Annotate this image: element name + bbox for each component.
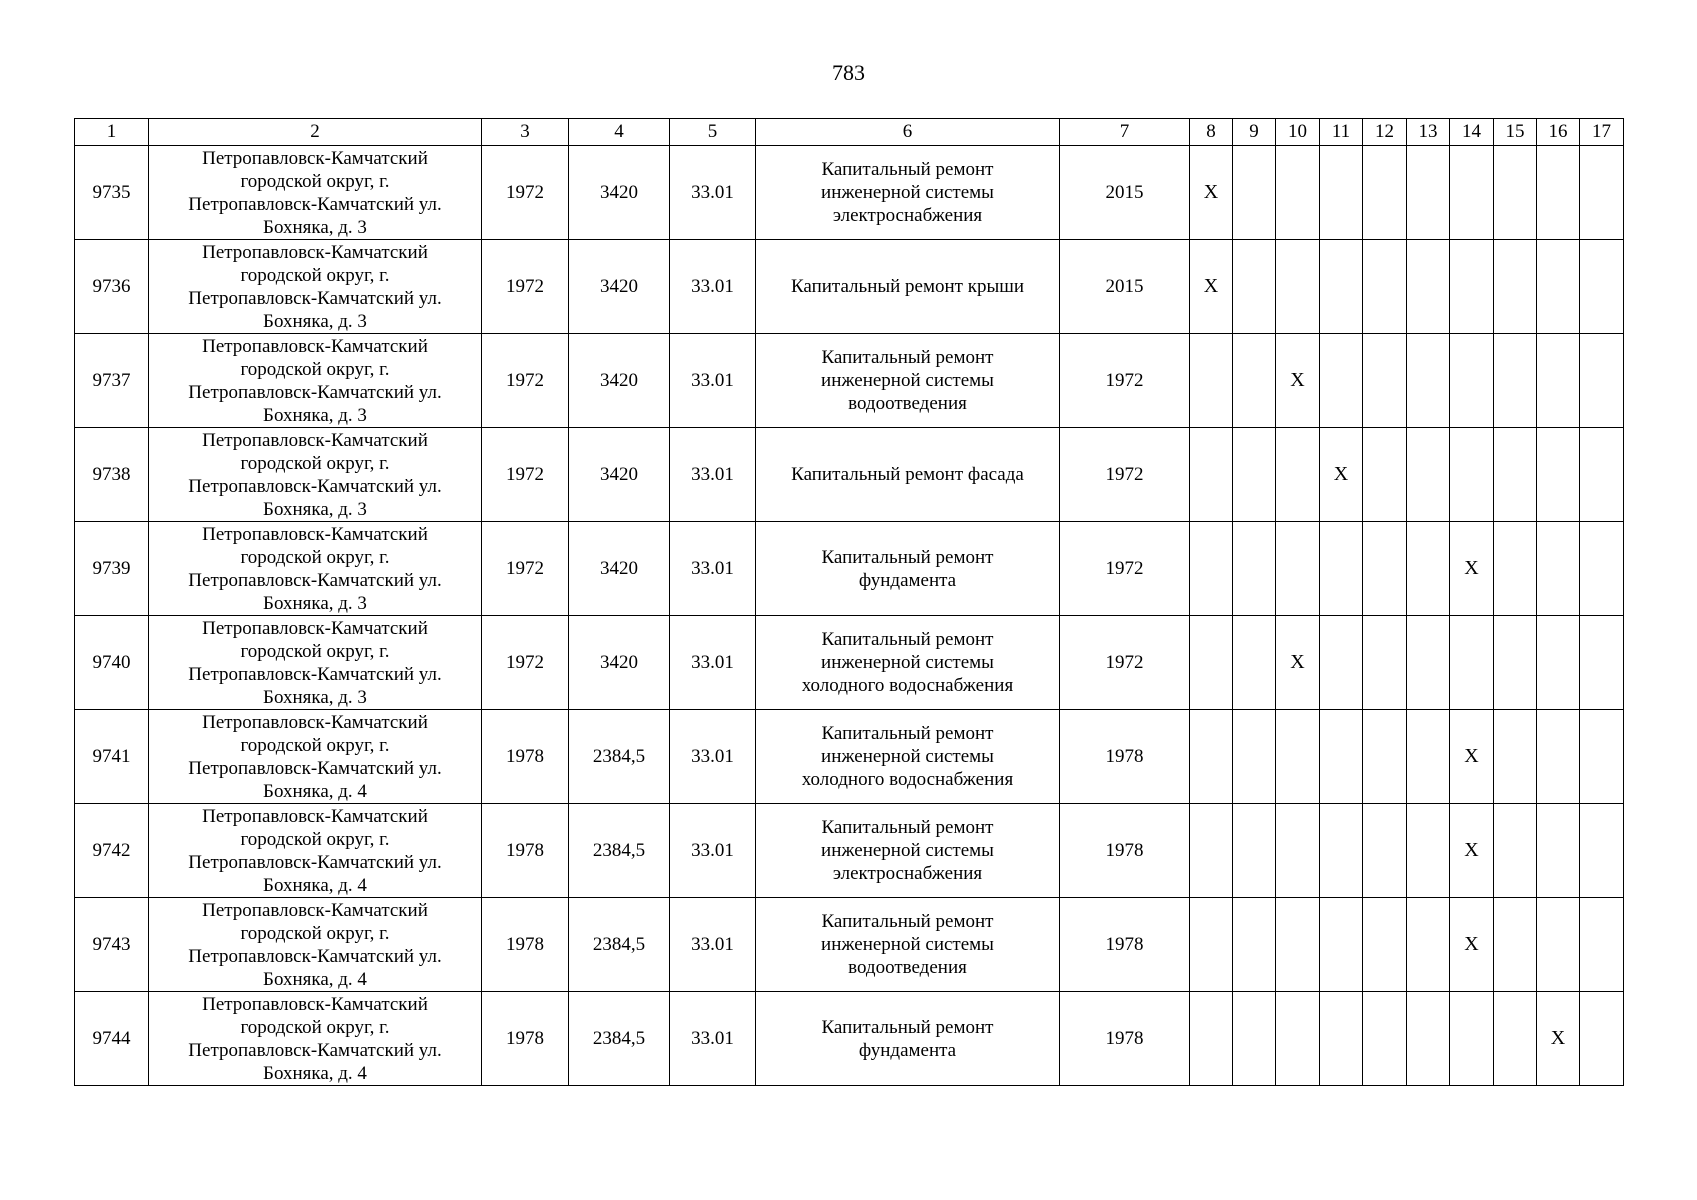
- period-mark-cell: [1494, 710, 1537, 804]
- period-mark-cell: [1407, 428, 1450, 522]
- period-mark-cell: [1494, 240, 1537, 334]
- construction-year-cell-text: 1972: [506, 464, 544, 485]
- period-mark-cell: [1407, 992, 1450, 1086]
- construction-year-cell: [482, 428, 569, 522]
- period-mark-cell: [1407, 146, 1450, 240]
- work-type-cell-text: Капитальный ремонт инженерной системы водоотведения: [821, 347, 994, 414]
- work-type-cell-text: Капитальный ремонт инженерной системы электроснабжения: [821, 159, 994, 226]
- address-cell: [149, 898, 482, 992]
- column-header: 10: [1276, 119, 1320, 146]
- address-cell-text: Петропавловск-Камчатский городской округ, г. Петропавловск-Камчатский ул. Бохняка, д. 4: [188, 993, 442, 1084]
- column-header: 2: [149, 119, 482, 146]
- period-mark-cell: [1320, 992, 1363, 1086]
- period-mark-cell: [1580, 428, 1624, 522]
- construction-year-cell: [482, 334, 569, 428]
- work-type-cell-text: Капитальный ремонт инженерной системы холодного водоснабжения: [801, 629, 1014, 696]
- work-type-cell-text: Капитальный ремонт инженерной системы холодного водоснабжения: [801, 723, 1014, 790]
- work-type-cell: [756, 710, 1060, 804]
- period-mark-cell: [1363, 522, 1407, 616]
- period-mark-cell: [1276, 898, 1320, 992]
- period-mark-cell: [1450, 616, 1494, 710]
- period-mark: X: [1333, 463, 1349, 485]
- row-number-cell: [75, 146, 149, 240]
- code-cell-text: 33.01: [691, 464, 734, 485]
- period-mark-cell: [1580, 616, 1624, 710]
- period-mark-cell: [1450, 428, 1494, 522]
- period-mark: X: [1464, 745, 1479, 767]
- period-mark-cell: [1190, 522, 1233, 616]
- period-mark-cell: [1494, 146, 1537, 240]
- address-cell: [149, 146, 482, 240]
- period-mark-cell: [1190, 804, 1233, 898]
- address-cell-text: Петропавловск-Камчатский городской округ, г. Петропавловск-Камчатский ул. Бохняка, д. 3: [188, 429, 442, 520]
- row-number-cell-text: 9744: [92, 1028, 131, 1049]
- period-mark-cell: [1450, 522, 1494, 616]
- period-mark-cell: [1537, 898, 1580, 992]
- period-mark-cell: [1190, 992, 1233, 1086]
- work-type-cell-text: Капитальный ремонт фундамента: [821, 1016, 994, 1061]
- table-body: [75, 146, 1624, 1086]
- area-cell-text: 2384,5: [592, 934, 646, 955]
- period-mark-cell: [1320, 522, 1363, 616]
- code-cell: [670, 522, 756, 616]
- period-mark: X: [1550, 1027, 1566, 1049]
- column-header: 8: [1190, 119, 1233, 146]
- period-mark-cell: [1233, 992, 1276, 1086]
- period-mark-cell: [1580, 992, 1624, 1086]
- period-mark-cell: [1363, 146, 1407, 240]
- period-mark-cell: [1363, 898, 1407, 992]
- period-mark-cell: [1276, 334, 1320, 428]
- area-cell: [569, 334, 670, 428]
- period-mark-cell: [1537, 992, 1580, 1086]
- column-header: 15: [1494, 119, 1537, 146]
- construction-year-cell: [482, 898, 569, 992]
- row-number-cell-text: 9736: [92, 276, 131, 297]
- column-header: 5: [670, 119, 756, 146]
- row-number-cell: [75, 428, 149, 522]
- work-year-cell-text: 1978: [1105, 746, 1144, 767]
- construction-year-cell: [482, 146, 569, 240]
- code-cell-text: 33.01: [691, 558, 734, 579]
- period-mark-cell: [1320, 804, 1363, 898]
- work-type-cell: [756, 898, 1060, 992]
- address-cell: [149, 616, 482, 710]
- address-cell-text: Петропавловск-Камчатский городской округ, г. Петропавловск-Камчатский ул. Бохняка, д. 3: [188, 147, 442, 238]
- construction-year-cell: [482, 616, 569, 710]
- table-row: [75, 898, 1624, 992]
- period-mark-cell: [1580, 146, 1624, 240]
- period-mark-cell: [1407, 616, 1450, 710]
- construction-year-cell-text: 1972: [506, 182, 544, 203]
- work-year-cell-text: 2015: [1105, 182, 1144, 203]
- area-cell-text: 3420: [600, 558, 638, 579]
- row-number-cell: [75, 898, 149, 992]
- period-mark-cell: [1407, 898, 1450, 992]
- period-mark-cell: [1276, 428, 1320, 522]
- address-cell-text: Петропавловск-Камчатский городской округ, г. Петропавловск-Камчатский ул. Бохняка, д. 3: [188, 617, 442, 708]
- period-mark-cell: [1494, 804, 1537, 898]
- code-cell-text: 33.01: [691, 370, 734, 391]
- period-mark: X: [1464, 839, 1479, 861]
- period-mark-cell: [1233, 616, 1276, 710]
- work-year-cell: [1060, 616, 1190, 710]
- period-mark-cell: [1494, 898, 1537, 992]
- work-year-cell: [1060, 334, 1190, 428]
- construction-year-cell-text: 1978: [506, 1028, 544, 1049]
- work-type-cell: [756, 240, 1060, 334]
- period-mark-cell: [1320, 616, 1363, 710]
- work-type-cell: [756, 146, 1060, 240]
- period-mark-cell: [1537, 616, 1580, 710]
- code-cell-text: 33.01: [691, 652, 734, 673]
- address-cell: [149, 334, 482, 428]
- area-cell: [569, 146, 670, 240]
- period-mark: X: [1203, 181, 1219, 203]
- work-type-cell-text: Капитальный ремонт фундамента: [821, 546, 994, 591]
- row-number-cell: [75, 334, 149, 428]
- code-cell: [670, 616, 756, 710]
- work-type-cell-text: Капитальный ремонт инженерной системы электроснабжения: [821, 817, 994, 884]
- period-mark-cell: [1580, 804, 1624, 898]
- address-cell-text: Петропавловск-Камчатский городской округ, г. Петропавловск-Камчатский ул. Бохняка, д. 4: [188, 805, 442, 896]
- row-number-cell-text: 9735: [92, 182, 131, 203]
- work-year-cell: [1060, 992, 1190, 1086]
- period-mark-cell: [1363, 428, 1407, 522]
- work-type-cell: [756, 992, 1060, 1086]
- address-cell: [149, 804, 482, 898]
- construction-year-cell-text: 1978: [506, 746, 544, 767]
- column-header: 14: [1450, 119, 1494, 146]
- address-cell-text: Петропавловск-Камчатский городской округ, г. Петропавловск-Камчатский ул. Бохняка, д. 4: [188, 899, 442, 990]
- column-header: 9: [1233, 119, 1276, 146]
- row-number-cell-text: 9741: [92, 746, 131, 767]
- work-year-cell-text: 1978: [1105, 1028, 1144, 1049]
- work-year-cell: [1060, 428, 1190, 522]
- period-mark-cell: [1363, 992, 1407, 1086]
- code-cell: [670, 804, 756, 898]
- period-mark-cell: [1233, 146, 1276, 240]
- address-cell-text: Петропавловск-Камчатский городской округ, г. Петропавловск-Камчатский ул. Бохняка, д. 3: [188, 335, 442, 426]
- period-mark-cell: [1233, 240, 1276, 334]
- work-type-cell: [756, 334, 1060, 428]
- address-cell-text: Петропавловск-Камчатский городской округ, г. Петропавловск-Камчатский ул. Бохняка, д. 3: [188, 523, 442, 614]
- work-type-cell: [756, 616, 1060, 710]
- column-header: 4: [569, 119, 670, 146]
- column-header: 6: [756, 119, 1060, 146]
- period-mark-cell: [1407, 522, 1450, 616]
- table-row: [75, 522, 1624, 616]
- period-mark-cell: [1276, 804, 1320, 898]
- row-number-cell: [75, 804, 149, 898]
- period-mark-cell: [1450, 334, 1494, 428]
- column-header: 7: [1060, 119, 1190, 146]
- column-header: 11: [1320, 119, 1363, 146]
- period-mark-cell: [1320, 240, 1363, 334]
- table-row: [75, 992, 1624, 1086]
- address-cell: [149, 992, 482, 1086]
- table-row: [75, 428, 1624, 522]
- address-cell-text: Петропавловск-Камчатский городской округ, г. Петропавловск-Камчатский ул. Бохняка, д. 3: [188, 241, 442, 332]
- period-mark-cell: [1363, 334, 1407, 428]
- period-mark-cell: [1537, 710, 1580, 804]
- period-mark-cell: [1537, 804, 1580, 898]
- period-mark-cell: [1320, 334, 1363, 428]
- work-year-cell: [1060, 898, 1190, 992]
- table-row: [75, 710, 1624, 804]
- period-mark: X: [1464, 933, 1479, 955]
- area-cell: [569, 522, 670, 616]
- row-number-cell-text: 9738: [92, 464, 131, 485]
- period-mark-cell: [1276, 146, 1320, 240]
- period-mark: X: [1290, 369, 1305, 391]
- construction-year-cell-text: 1978: [506, 840, 544, 861]
- code-cell: [670, 146, 756, 240]
- period-mark: X: [1290, 651, 1305, 673]
- period-mark-cell: [1494, 428, 1537, 522]
- address-cell: [149, 522, 482, 616]
- period-mark-cell: [1190, 710, 1233, 804]
- area-cell: [569, 240, 670, 334]
- period-mark-cell: [1190, 146, 1233, 240]
- period-mark-cell: [1320, 428, 1363, 522]
- code-cell: [670, 334, 756, 428]
- period-mark-cell: [1580, 240, 1624, 334]
- period-mark-cell: [1276, 710, 1320, 804]
- page-number: 783: [832, 60, 865, 85]
- period-mark-cell: [1580, 334, 1624, 428]
- construction-year-cell: [482, 804, 569, 898]
- work-year-cell-text: 1978: [1105, 840, 1144, 861]
- column-header: 13: [1407, 119, 1450, 146]
- area-cell: [569, 992, 670, 1086]
- period-mark-cell: [1537, 522, 1580, 616]
- area-cell-text: 2384,5: [592, 840, 646, 861]
- code-cell-text: 33.01: [691, 182, 734, 203]
- code-cell-text: 33.01: [691, 934, 734, 955]
- code-cell-text: 33.01: [691, 746, 734, 767]
- period-mark-cell: [1190, 428, 1233, 522]
- period-mark-cell: [1233, 804, 1276, 898]
- area-cell: [569, 616, 670, 710]
- period-mark-cell: [1233, 710, 1276, 804]
- period-mark-cell: [1537, 240, 1580, 334]
- code-cell: [670, 428, 756, 522]
- area-cell: [569, 710, 670, 804]
- work-year-cell-text: 1972: [1105, 370, 1144, 391]
- row-number-cell: [75, 616, 149, 710]
- table-row: [75, 334, 1624, 428]
- construction-year-cell-text: 1972: [506, 276, 544, 297]
- period-mark-cell: [1233, 522, 1276, 616]
- table-row: [75, 146, 1624, 240]
- period-mark-cell: [1580, 710, 1624, 804]
- period-mark-cell: [1494, 522, 1537, 616]
- period-mark-cell: [1407, 710, 1450, 804]
- row-number-cell-text: 9740: [92, 652, 131, 673]
- period-mark-cell: [1537, 146, 1580, 240]
- work-year-cell: [1060, 240, 1190, 334]
- work-type-cell-text: Капитальный ремонт крыши: [790, 276, 1025, 297]
- address-cell: [149, 710, 482, 804]
- area-cell-text: 3420: [600, 652, 638, 673]
- period-mark-cell: [1450, 898, 1494, 992]
- period-mark-cell: [1363, 616, 1407, 710]
- work-type-cell-text: Капитальный ремонт фасада: [791, 464, 1024, 485]
- period-mark-cell: [1450, 804, 1494, 898]
- work-year-cell: [1060, 522, 1190, 616]
- period-mark-cell: [1450, 710, 1494, 804]
- column-header: 1: [75, 119, 149, 146]
- period-mark-cell: [1276, 616, 1320, 710]
- area-cell-text: 2384,5: [592, 1028, 646, 1049]
- period-mark-cell: [1407, 804, 1450, 898]
- work-year-cell-text: 1978: [1105, 934, 1144, 955]
- address-cell: [149, 428, 482, 522]
- period-mark-cell: [1537, 428, 1580, 522]
- period-mark-cell: [1233, 898, 1276, 992]
- work-year-cell-text: 2015: [1105, 276, 1144, 297]
- period-mark-cell: [1450, 992, 1494, 1086]
- row-number-cell-text: 9742: [92, 840, 131, 861]
- work-type-cell: [756, 522, 1060, 616]
- code-cell-text: 33.01: [691, 1028, 734, 1049]
- period-mark-cell: [1276, 522, 1320, 616]
- period-mark-cell: [1363, 710, 1407, 804]
- period-mark-cell: [1320, 898, 1363, 992]
- column-header: 16: [1537, 119, 1580, 146]
- period-mark-cell: [1580, 898, 1624, 992]
- period-mark-cell: [1363, 240, 1407, 334]
- period-mark-cell: [1233, 334, 1276, 428]
- row-number-cell: [75, 522, 149, 616]
- construction-year-cell-text: 1972: [506, 558, 544, 579]
- row-number-cell-text: 9737: [92, 370, 131, 391]
- period-mark-cell: [1580, 522, 1624, 616]
- area-cell-text: 3420: [600, 464, 638, 485]
- row-number-cell: [75, 240, 149, 334]
- code-cell-text: 33.01: [691, 840, 734, 861]
- construction-year-cell: [482, 240, 569, 334]
- period-mark-cell: [1276, 240, 1320, 334]
- construction-year-cell: [482, 710, 569, 804]
- area-cell-text: 2384,5: [592, 746, 646, 767]
- row-number-cell: [75, 992, 149, 1086]
- table-row: [75, 240, 1624, 334]
- work-year-cell-text: 1972: [1105, 464, 1144, 485]
- period-mark-cell: [1407, 240, 1450, 334]
- construction-year-cell-text: 1972: [506, 652, 544, 673]
- column-number-header-row: [75, 119, 1624, 146]
- period-mark-cell: [1407, 334, 1450, 428]
- period-mark-cell: [1363, 804, 1407, 898]
- address-cell-text: Петропавловск-Камчатский городской округ, г. Петропавловск-Камчатский ул. Бохняка, д. 4: [188, 711, 442, 802]
- area-cell-text: 3420: [600, 370, 638, 391]
- period-mark-cell: [1494, 334, 1537, 428]
- construction-year-cell: [482, 522, 569, 616]
- period-mark-cell: [1494, 616, 1537, 710]
- row-number-cell-text: 9743: [92, 934, 131, 955]
- construction-year-cell-text: 1978: [506, 934, 544, 955]
- code-cell: [670, 710, 756, 804]
- period-mark-cell: [1190, 240, 1233, 334]
- area-cell-text: 3420: [600, 276, 638, 297]
- period-mark-cell: [1190, 616, 1233, 710]
- work-year-cell: [1060, 710, 1190, 804]
- code-cell: [670, 240, 756, 334]
- construction-year-cell-text: 1972: [506, 370, 544, 391]
- work-type-cell-text: Капитальный ремонт инженерной системы водоотведения: [821, 911, 994, 978]
- area-cell-text: 3420: [600, 182, 638, 203]
- work-type-cell: [756, 428, 1060, 522]
- column-header: 3: [482, 119, 569, 146]
- period-mark-cell: [1450, 240, 1494, 334]
- area-cell: [569, 898, 670, 992]
- row-number-cell: [75, 710, 149, 804]
- row-number-cell-text: 9739: [92, 558, 131, 579]
- work-year-cell-text: 1972: [1105, 652, 1144, 673]
- column-header: 12: [1363, 119, 1407, 146]
- area-cell: [569, 804, 670, 898]
- repair-register-table: [74, 118, 1624, 1086]
- work-year-cell: [1060, 146, 1190, 240]
- period-mark-cell: [1276, 992, 1320, 1086]
- code-cell-text: 33.01: [691, 276, 734, 297]
- work-year-cell: [1060, 804, 1190, 898]
- work-type-cell: [756, 804, 1060, 898]
- period-mark-cell: [1190, 334, 1233, 428]
- table-row: [75, 616, 1624, 710]
- period-mark-cell: [1320, 146, 1363, 240]
- area-cell: [569, 428, 670, 522]
- period-mark-cell: [1537, 334, 1580, 428]
- period-mark: X: [1464, 557, 1479, 579]
- construction-year-cell: [482, 992, 569, 1086]
- period-mark-cell: [1190, 898, 1233, 992]
- code-cell: [670, 898, 756, 992]
- address-cell: [149, 240, 482, 334]
- period-mark-cell: [1450, 146, 1494, 240]
- period-mark: X: [1203, 275, 1219, 297]
- work-year-cell-text: 1972: [1105, 558, 1144, 579]
- table-row: [75, 804, 1624, 898]
- period-mark-cell: [1494, 992, 1537, 1086]
- period-mark-cell: [1233, 428, 1276, 522]
- column-header: 17: [1580, 119, 1624, 146]
- period-mark-cell: [1320, 710, 1363, 804]
- code-cell: [670, 992, 756, 1086]
